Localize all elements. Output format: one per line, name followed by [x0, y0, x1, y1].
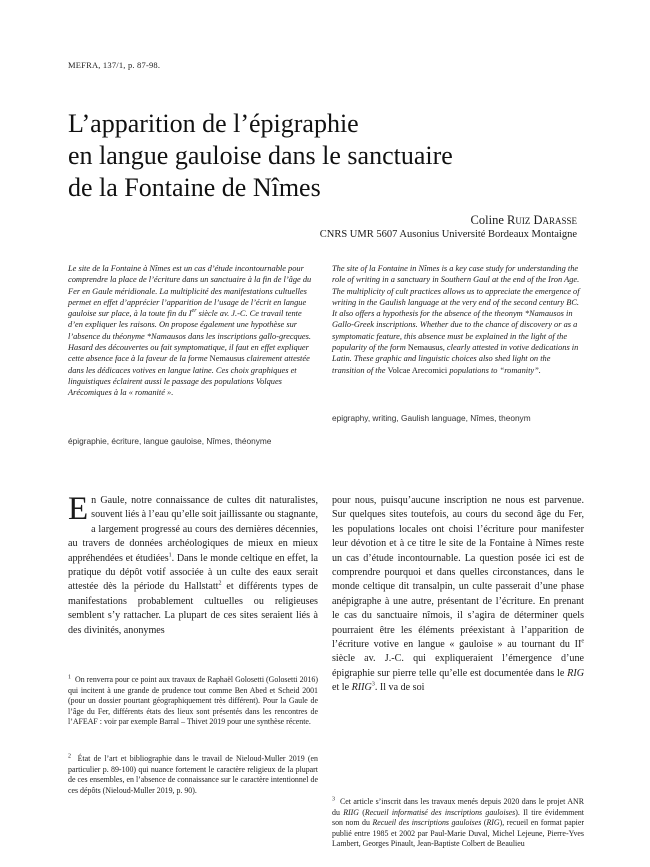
footnote-ref[interactable]: 3 — [371, 681, 375, 688]
abstract-upright: Nemausus — [209, 354, 245, 364]
body-text: . Il va de soi — [374, 682, 425, 694]
footnote-italic: Recueil informatisé des inscriptions gauloises — [364, 807, 516, 817]
footnote-mark: 3 — [332, 796, 335, 803]
title-line: de la Fontaine de Nîmes — [68, 173, 321, 202]
author-family-name: Ruiz Darasse — [507, 213, 577, 227]
abstract-english — [332, 263, 580, 376]
footnote-text: État de l’art et bibliographie dans le travail de Nieloud-Muller 2019 (en particulier p. 89-100) qui nuance fortement le caractère religieux de la plupart de ces ensembles, en l’absence de connaissance sur le caractère intentionnel de ces dépôts (Nieloud-Muller 2019, p. 90). — [68, 754, 319, 795]
running-head: MEFRA, 137/1, p. 87-98. — [68, 60, 161, 70]
ordinal-sup: e — [581, 638, 584, 645]
body-text: . Dans le monde celtique en effet, la pratique du dépôt votif associée à un culte des eaux serait attestée dès la période du Hallstatt — [68, 552, 318, 593]
footnote-ref[interactable]: 1 — [168, 552, 172, 559]
footnote-ref[interactable]: 2 — [218, 581, 222, 588]
abstract-text: Le site de la Fontaine à Nîmes est un cas d’étude incontournable pour comprendre la place de l’écriture dans un sanctuaire à la fin de l’âge du Fer en Gaule méridionale. La multiplicité des manifestations cultuelles permet en effet d’apprécier l’apparition de l’usage de l’écrit en langue gauloise sur place, à la toute fin du I — [68, 264, 312, 319]
ordinal-sup: er — [191, 308, 197, 315]
author-given-name: Coline — [470, 213, 504, 227]
footnote-1 — [68, 675, 318, 728]
abstract-upright: Volcae Arecomici — [387, 365, 448, 375]
footnote-text: On renverra pour ce point aux travaux de Raphaël Golosetti (Golosetti 2016) qui incitent à une grande de prudence tout comme Ben Abed et Scheid 2001 (pour un dossier pourtant géographiquement très différent). Pour la Gaule de l’âge du Fer, différents états des lieux sont présentés dans les rencontres de l’AFEAF : voir par exemple Barral – Thivet 2019 pour une synthèse récente. — [68, 675, 318, 727]
body-text: n Gaule, notre connaissance de cultes dit naturalistes, souvent liés à l’eau qu’elle soit jaillissante ou stagnante, a largement progressé au cours des dernières décennies, au travers de données archéologiques de mieux en mieux appréhendées et étudiées — [68, 495, 318, 564]
body-text: siècle av. J.-C. qui expliqueraient l’émergence d’une épigraphie sur pierre telle qu’elle est documentée dans le — [332, 653, 584, 679]
footnote-text: Cet article s’inscrit dans les travaux menés depuis 2020 dans le projet ANR du — [332, 797, 585, 817]
title-line: L’apparition de l’épigraphie — [68, 109, 359, 138]
body-italic: RIG — [567, 667, 584, 679]
footnote-italic: RIIG — [343, 807, 359, 817]
body-text: pour nous, puisqu’aucune inscription ne nous est parvenue. Sur quelques sites toutefois, au cours du second âge du Fer, les populations locales ont choisi l’écriture pour manifester leur dévotion et à ce titre le site de la Fontaine à Nîmes reste un cas d’étude incontournable. La question posée ici est de comprendre pourquoi et dans quelles circonstances, dans le monde celtique dit transalpin, un culte passerait d’une phase anépigraphe à une autre, présentant de l’écriture. En prenant le cas du sanctuaire nîmois, il s’agira de déterminer quels pourraient être les éléments préexistant à l’apparition de l’écriture votive en langue « gauloise » au tournant du II — [332, 495, 584, 651]
footnote-text: ), recueil en format papier publié entre 1985 et 2002 par Paul-Marie Duval, Michel Lejeune, Pierre-Yves Lambert, Georges Pinault, Jean-Baptiste Colbert de Beaulieu — [332, 818, 584, 849]
footnote-italic: RIG — [486, 818, 500, 828]
abstract-upright: Nemausus — [407, 343, 443, 353]
article-title — [68, 108, 588, 204]
footnote-2 — [68, 754, 318, 796]
abstract-french — [68, 263, 316, 399]
footnote-mark: 1 — [68, 674, 71, 681]
title-line: en langue gauloise dans le sanctuaire — [68, 141, 453, 170]
drop-cap: E — [68, 491, 89, 527]
body-column-left — [68, 491, 318, 638]
footnote-text: ( — [358, 807, 365, 817]
body-text: et le — [332, 682, 352, 694]
footnote-3 — [332, 797, 584, 850]
keywords-french: épigraphie, écriture, langue gauloise, Nîmes, théonyme — [68, 436, 272, 446]
abstract-text: clairement attestée dans les dédicaces votives en langue latine. Ces choix graphiques et linguistiques éclairent aussi le passage des populations Volques Arécomiques à la « romanité ». — [68, 354, 310, 398]
body-italic: RIIG — [351, 682, 372, 694]
footnote-mark: 2 — [68, 753, 71, 760]
body-text: et différents types de manifestations probablement cultuelles ou religieuses semblent s’y rattacher. La plupart de ces sites seraient liés à des divinités, anonymes — [68, 581, 318, 636]
footnote-text: ( — [481, 818, 487, 828]
abstract-text: The site of la Fontaine in Nîmes is a key case study for understanding the role of writing in a sanctuary in Southern Gaul at the end of the Iron Age. The multiplicity of cult practices allows us to appreciate the emergence of writing in the Gaulish language at the very end of the second century BC. It also offers a hypothesis for the absence of the theonym *Namausos in Gallo-Greek inscriptions. Whether due to the chance of discovery or as a symptomatic feature, this absence must be explained in the light of the popularity of the form — [332, 264, 580, 353]
body-column-right — [332, 494, 584, 696]
footnote-italic: Recueil des inscriptions gauloises — [372, 818, 482, 828]
abstract-text: , clearly attested in votive dedications in Latin. These graphic and linguistic choices also shed light on the transition of the — [332, 343, 579, 375]
abstract-text: siècle av. J.-C. Ce travail tente d’en expliquer les raisons. On propose également une hypothèse sur l’absence du théonyme *Namausos dans les inscriptions gallo-grecques. Hasard des découvertes ou fait symptomatique, il faut en effet expliquer cette absence face à la faveur de la forme — [68, 309, 311, 364]
abstract-text: populations to “romanity”. — [447, 365, 541, 375]
footnote-text: ). Il tire évidemment son nom du — [332, 807, 585, 828]
keywords-english: epigraphy, writing, Gaulish language, Nîmes, theonym — [332, 413, 531, 423]
author-affiliation: CNRS UMR 5607 Ausonius Université Bordeaux Montaigne — [319, 229, 577, 240]
author-name — [471, 213, 577, 228]
